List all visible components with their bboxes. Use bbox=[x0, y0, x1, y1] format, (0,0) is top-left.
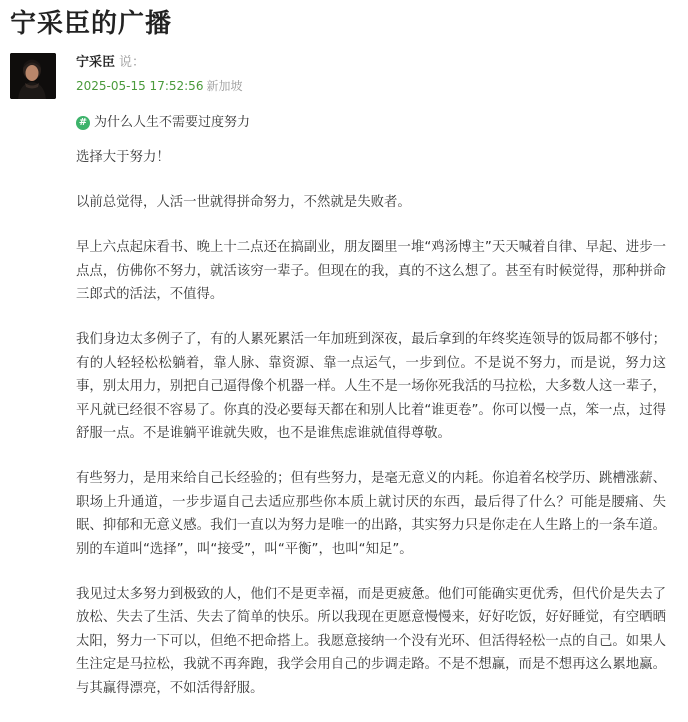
post-header bbox=[76, 53, 242, 95]
hashtag-icon: # bbox=[76, 116, 90, 130]
post-paragraph: 有些努力，是用来给自己长经验的；但有些努力，是毫无意义的内耗。你追着名校学历、跳槽涨薪、职场上升通道，一步步逼自己去适应那些你本质上就讨厌的东西，最后得了什么？可能是腰痛、失眠、抑郁和无意义感。我们一直以为努力是唯一的出路，其实努力只是你走在人生路上的一条车道。别的车道叫“选择”，叫“接受”，叫“平衡”，也叫“知足”。 bbox=[76, 471, 666, 557]
meta-line bbox=[76, 77, 242, 95]
avatar[interactable] bbox=[10, 53, 56, 99]
post-timestamp[interactable]: 2025-05-15 17:52:56 bbox=[76, 79, 204, 93]
post-location: 新加坡 bbox=[206, 79, 243, 93]
avatar-portrait-icon bbox=[10, 53, 56, 99]
post-paragraph: 以前总觉得，人活一世就得拼命努力，不然就是失败者。 bbox=[76, 195, 411, 210]
post-paragraph: 选择大于努力！ bbox=[76, 150, 170, 165]
post-paragraph: 我们身边太多例子了，有的人累死累活一年加班到深夜，最后拿到的年终奖连领导的饭局都不够付；有的人轻轻松松躺着，靠人脉、靠资源、靠一点运气，一步到位。不是说不努力，而是说，努力这事，别太用力，别把自己逼得像个机器一样。人生不是一场你死我活的马拉松，大多数人这一辈子，平凡就已经很不容易了。你真的没必要每天都在和别人比着“谁更卷”。你可以慢一点，笨一点，过得舒服一点。不是谁躺平谁就失败，也不是谁焦虑谁就值得尊敬。 bbox=[76, 332, 666, 441]
page-title: 宁采臣的广播 bbox=[10, 9, 173, 39]
topic-link[interactable] bbox=[76, 113, 250, 133]
post-body bbox=[76, 146, 666, 722]
topic-title[interactable]: 为什么人生不需要过度努力 bbox=[94, 115, 251, 130]
author-line bbox=[76, 53, 242, 73]
author-name[interactable]: 宁采臣 bbox=[76, 55, 116, 70]
post-paragraph: 我见过太多努力到极致的人，他们不是更幸福，而是更疲惫。他们可能确实更优秀，但代价是失去了放松、失去了生活、失去了简单的快乐。所以我现在更愿意慢慢来，好好吃饭，好好睡觉，有空晒晒太阳，努力一下可以，但绝不把命搭上。我愿意接纳一个没有光环、但活得轻松一点的自己。如果人生注定是马拉松，我就不再奔跑，我学会用自己的步调走路。不是不想赢，而是不想再这么累地赢。与其赢得漂亮，不如活得舒服。 bbox=[76, 586, 666, 696]
post-paragraph: 早上六点起床看书、晚上十二点还在搞副业，朋友圈里一堆“鸡汤博主”天天喊着自律、早起、进步一点点，仿佛你不努力，就活该穷一辈子。但现在的我，真的不这么想了。甚至有时候觉得，那种拼命三郎式的活法，不值得。 bbox=[76, 240, 666, 302]
said-label: 说： bbox=[119, 55, 146, 70]
